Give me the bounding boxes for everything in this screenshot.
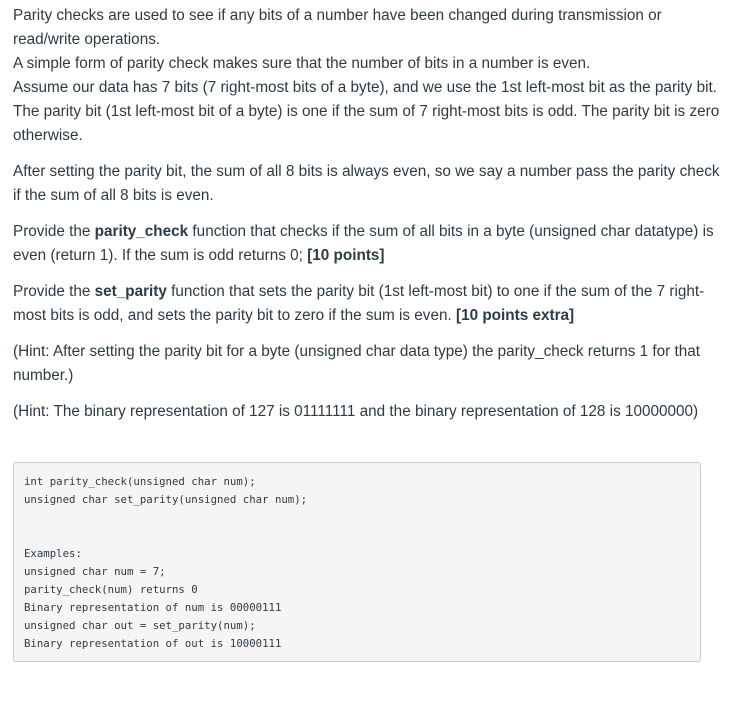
points-label: [10 points extra] bbox=[455, 307, 575, 324]
parity-check-task bbox=[13, 220, 721, 268]
intro-line-3: Assume our data has 7 bits (7 right-most bits of a byte), and we use the 1st left-most bit as the parity bit. The parity bit (1st left-most bit of a byte) is one if the sum of 7 right-most bits is odd. The parity bit is zero otherwise. bbox=[13, 79, 720, 144]
code-line: int parity_check(unsigned char num); bbox=[24, 475, 256, 488]
task-description: function that sets the parity bit (1st left-most bit) to one if the sum of the 7 right-most bits is odd, and sets the parity bit to zero if the sum is even. bbox=[13, 283, 705, 324]
code-line: parity_check(num) returns 0 bbox=[24, 583, 198, 596]
spacer bbox=[13, 424, 721, 462]
code-line: Binary representation of out is 10000111 bbox=[24, 637, 282, 650]
code-line: unsigned char set_parity(unsigned char num); bbox=[24, 493, 308, 506]
spacer bbox=[13, 328, 721, 340]
spacer bbox=[13, 388, 721, 400]
intro-line-1: Parity checks are used to see if any bits of a number have been changed during transmission or read/write operations. bbox=[13, 7, 662, 48]
spacer bbox=[13, 148, 721, 160]
code-line bbox=[24, 509, 690, 527]
function-name-set-parity: set_parity bbox=[94, 283, 167, 300]
code-line: Binary representation of num is 00000111 bbox=[24, 601, 282, 614]
intro-line-2: A simple form of parity check makes sure that the number of bits in a number is even. bbox=[13, 55, 591, 72]
code-line: Examples: bbox=[24, 547, 82, 560]
task-prefix: Provide the bbox=[13, 283, 95, 300]
code-line: unsigned char out = set_parity(num); bbox=[24, 619, 256, 632]
spacer bbox=[13, 268, 721, 280]
points-label: [10 points] bbox=[307, 247, 385, 264]
after-setting-paragraph: After setting the parity bit, the sum of all 8 bits is always even, so we say a number pass the parity check if the sum of all 8 bits is even. bbox=[13, 163, 720, 204]
set-parity-task bbox=[13, 280, 721, 328]
code-line bbox=[24, 527, 690, 545]
code-block bbox=[13, 462, 701, 662]
function-name-parity-check: parity_check bbox=[94, 223, 189, 240]
task-prefix: Provide the bbox=[13, 223, 95, 240]
assignment-content bbox=[13, 4, 721, 662]
hint-1: (Hint: After setting the parity bit for a byte (unsigned char data type) the parity_check returns 1 for that number.) bbox=[13, 343, 701, 384]
task-description: function that checks if the sum of all bits in a byte (unsigned char datatype) is even (return 1). If the sum is odd returns 0; bbox=[13, 223, 714, 264]
hint-2: (Hint: The binary representation of 127 is 01111111 and the binary representation of 128 is 10000000) bbox=[13, 403, 699, 420]
code-line: unsigned char num = 7; bbox=[24, 565, 166, 578]
spacer bbox=[13, 208, 721, 220]
